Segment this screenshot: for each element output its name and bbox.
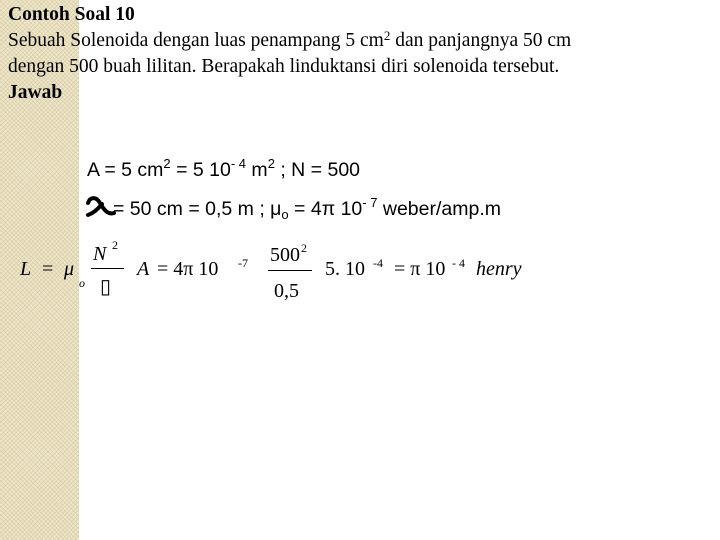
- eq-frac2-denominator: 0,5: [274, 280, 299, 302]
- eq-equals-2: = 4π 10: [157, 258, 219, 280]
- eq-frac1-numerator: N: [93, 243, 107, 265]
- problem-title: Contoh Soal 10: [8, 4, 135, 25]
- eq-frac1-bar: [91, 268, 124, 269]
- eq-frac2-numerator-sup: 2: [301, 241, 307, 255]
- problem-line-1-part-a: Sebuah Solenoida dengan luas penampang 5 cm: [8, 30, 384, 51]
- mu-subscript: o: [281, 207, 289, 222]
- eq-frac1-denominator: ▯: [100, 276, 112, 298]
- eq-exp-1: -7: [238, 256, 248, 270]
- mu-symbol: μ: [270, 198, 282, 220]
- eq-equals-1: =: [42, 258, 54, 280]
- eq-mu-subscript: o: [79, 276, 85, 290]
- given-area-sup-2: - 4: [230, 156, 247, 171]
- given-area-sup-1: 2: [163, 156, 171, 171]
- answer-label: Jawab: [8, 82, 63, 103]
- given-area-b: = 5 10: [170, 159, 231, 181]
- eq-henry-unit: henry: [476, 258, 522, 280]
- eq-frac1-numerator-sup: 2: [112, 238, 118, 252]
- eq-exp-2: -4: [373, 256, 383, 270]
- eq-frac2-bar: [268, 270, 312, 271]
- eq-exp-3: - 4: [452, 256, 465, 270]
- eq-middle-term: 5. 10: [325, 258, 365, 280]
- given-length-c: weber/amp.m: [377, 198, 501, 220]
- given-area-d: ; N = 500: [274, 159, 361, 181]
- given-area-sup-3: 2: [267, 156, 275, 171]
- given-area-a: A = 5 cm: [87, 159, 164, 181]
- given-area-c: m: [246, 159, 268, 181]
- problem-line-2: dengan 500 buah lilitan. Berapakah linduktansi diri solenoida tersebut.: [8, 56, 560, 77]
- eq-mu: μ: [64, 258, 75, 280]
- eq-L: L: [20, 258, 32, 280]
- eq-equals-3: = π 10: [394, 258, 446, 280]
- given-length-sup: - 7: [362, 195, 378, 210]
- given-length-a: = 50 cm = 0,5 m ;: [113, 198, 271, 220]
- eq-frac2-numerator: 500: [270, 244, 300, 266]
- problem-line-1-superscript: 2: [383, 28, 391, 43]
- given-length-b: = 4π 10: [288, 198, 363, 220]
- eq-A: A: [137, 258, 150, 280]
- problem-line-1-part-b: dan panjangnya 50 cm: [390, 30, 572, 51]
